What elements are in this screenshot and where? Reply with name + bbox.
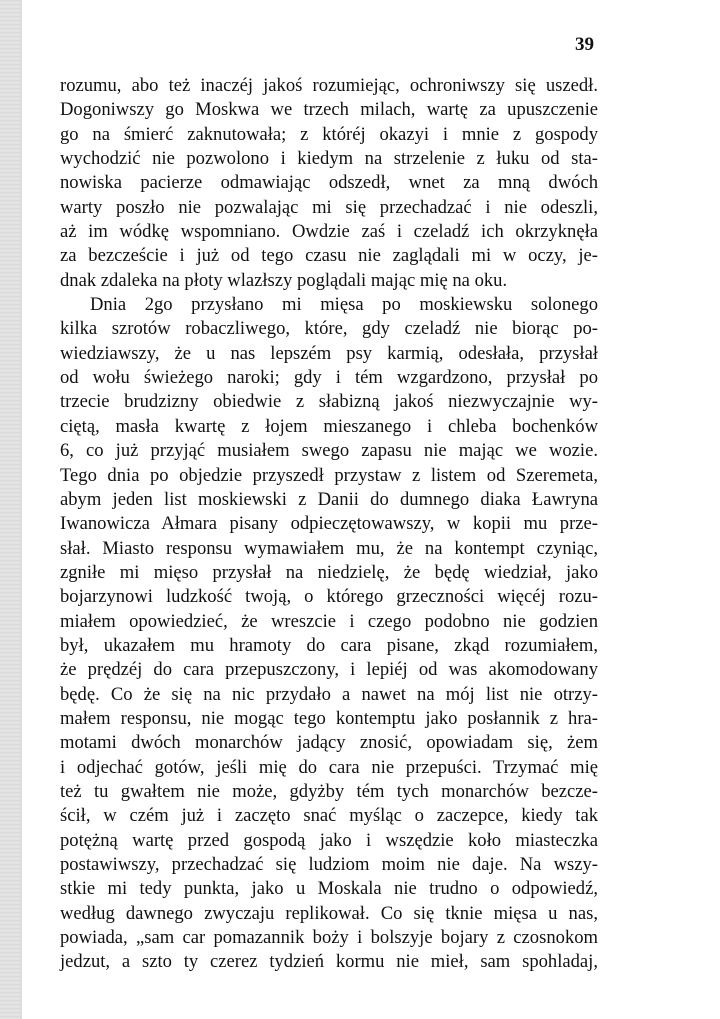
- text-line: postawiwszy, przechadzać się ludziom moim nie daje. Na wszy-: [60, 854, 598, 875]
- body-text: [60, 74, 598, 975]
- text-line: potężną wartę przed gospodą jako i wszędzie koło miasteczka: [60, 829, 598, 851]
- text-line: słał. Miasto responsu wymawiałem mu, że na kontempt czyniąc,: [60, 537, 598, 559]
- binding-edge-line: [20, 0, 22, 1019]
- text-line: i odjechać gotów, jeśli mię do cara nie przepuści. Trzymać mię: [60, 756, 598, 778]
- text-line: kilka szrotów robaczliwego, które, gdy czeladź nie biorąc po-: [60, 318, 598, 340]
- binding-edge: [0, 0, 20, 1019]
- text-line: warty poszło nie pozwalając mi się przechadzać i nie odeszli,: [60, 196, 598, 218]
- text-line: Tego dnia po objedzie przyszedł przystaw z listem od Szeremeta,: [60, 464, 598, 486]
- text-line: miałem opowiedzieć, że wreszcie i czego podobno nie godzien: [60, 610, 598, 632]
- text-line: Iwanowicza Ałmara pisany odpieczętowawszy, w kopii mu prze-: [60, 513, 598, 535]
- text-line: ścił, w czém już i zaczęto snać myśląc o zaczepce, kiedy tak: [60, 805, 598, 827]
- text-line: według dawnego zwyczaju replikował. Co się tknie mięsa u nas,: [60, 902, 598, 924]
- text-line: nowiska pacierze odmawiając odszedł, wnet za mną dwóch: [60, 172, 598, 194]
- text-line: bojarzynowi ludzkość twoją, o którego grzeczności więcéj rozu-: [60, 586, 598, 608]
- text-line: małem responsu, nie mogąc tego kontemptu jako posłannik z hra-: [60, 707, 598, 729]
- text-line: od wołu świeżego naroki; gdy i tém wzgardzono, przysłał po: [60, 367, 598, 389]
- page-number: 39: [575, 34, 594, 55]
- text-line: trzecie brudzizny obiedwie z słabizną jakoś niezwyczajnie wy-: [60, 391, 598, 413]
- text-line: też tu gwałtem nie może, gdyżby tém tych monarchów bezcze-: [60, 780, 598, 802]
- text-line: wiedziawszy, że u nas lepszém psy karmią, odesłała, przysłał: [60, 342, 598, 364]
- text-line: za bezczeście i już od tego czasu nie zaglądali mi w oczy, je-: [60, 245, 598, 267]
- text-line: 6, co już przyjąć musiałem swego zapasu nie mając we wozie.: [60, 440, 598, 462]
- text-line: był, ukazałem mu hramoty do cara pisane, zkąd rozumiałem,: [60, 634, 598, 656]
- text-line: aż im wódkę wspomniano. Owdzie zaś i czeladź ich okrzyknęła: [60, 221, 598, 243]
- text-line: abym jeden list moskiewski z Danii do dumnego diaka Ławryna: [60, 488, 598, 510]
- text-line: dnak zdaleka na płoty wlazłszy poglądali mając mię na oku.: [60, 269, 508, 291]
- text-line: jedzut, a szto ty czerez tydzień kormu nie mieł, sam spohladaj,: [60, 951, 598, 973]
- text-line: będę. Co że się na nic przydało a nawet na mój list nie otrzy-: [60, 683, 598, 705]
- text-line: że prędzéj do cara przepuszczony, i lepiéj od was akomodowany: [60, 659, 598, 681]
- text-line: Dnia 2go przysłano mi mięsa po moskiewsku solonego: [90, 294, 598, 316]
- text-line: Dogoniwszy go Moskwa we trzech milach, wartę za upuszczenie: [60, 99, 598, 121]
- text-line: go na śmierć zaknutowała; z któréj okazyi i mnie z gospody: [60, 123, 598, 145]
- text-line: motami dwóch monarchów jadący znosić, opowiadam się, żem: [60, 732, 598, 754]
- text-line: ciętą, masła kwartę z łojem mieszanego i chleba bochenków: [60, 415, 598, 437]
- text-line: zgniłe mi mięso przysłał na niedzielę, że będę wiedział, jako: [60, 561, 598, 583]
- text-line: wychodzić nie pozwolono i kiedym na strzelenie z łuku od sta-: [60, 148, 598, 170]
- text-line: powiada, „sam car pomazannik boży i bolszyje bojary z czosnokom: [60, 927, 598, 949]
- text-line: stkie mi tedy punkta, jako u Moskala nie trudno o odpowiedź,: [60, 878, 598, 900]
- text-line: rozumu, abo też inaczéj jakoś rozumiejąc, ochroniwszy się uszedł.: [60, 75, 598, 96]
